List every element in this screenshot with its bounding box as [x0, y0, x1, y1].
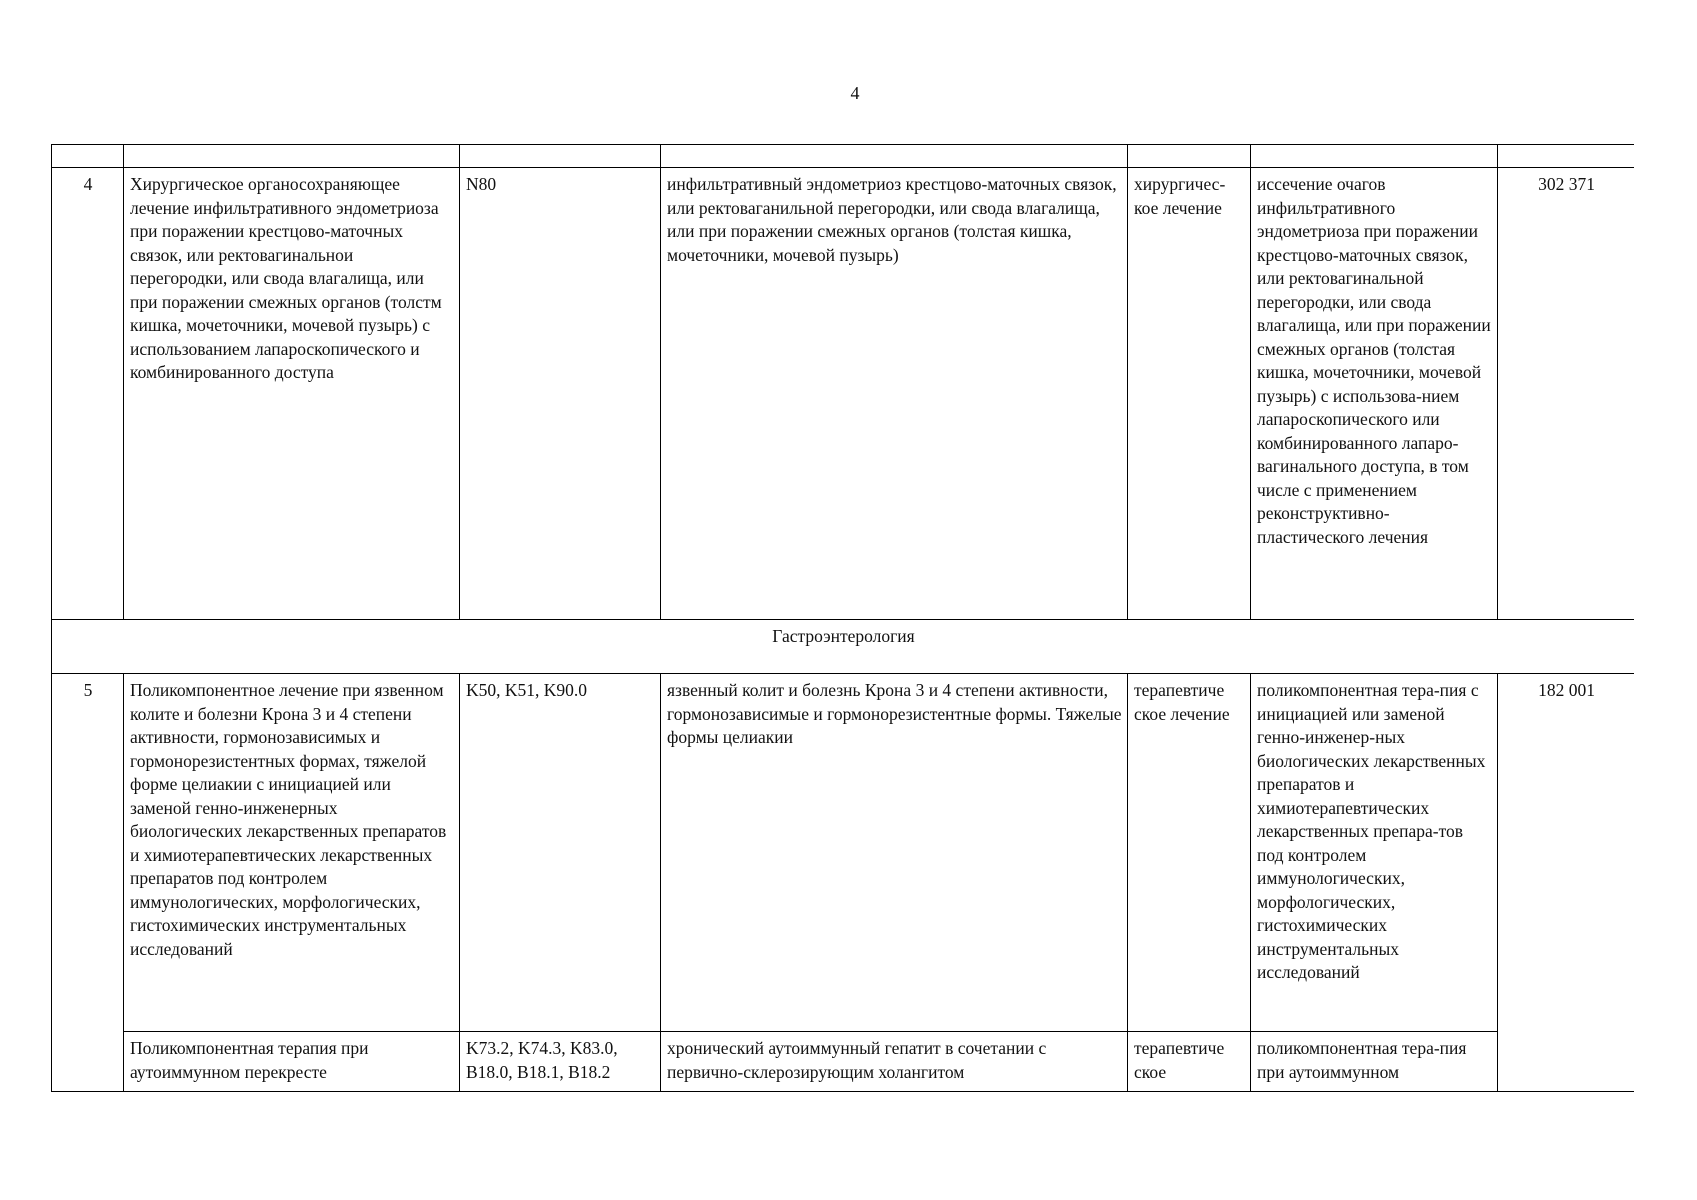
cost-value: 302 371 — [1498, 168, 1635, 620]
treatment-method: иссечение очагов инфильтративного эндометриоза при поражении крестцово-маточных связок, или ректовагинальной перегородки, или свода влагалища, или при поражении смежных органов (толстая кишка, мочеточники, мочевой пузырь) с использова-нием лапароскопического или комбинированного лапаро-вагинального доступа, в том числе с применением реконструктивно-пластического лечения — [1251, 168, 1498, 620]
icd-codes: N80 — [460, 168, 661, 620]
icd-codes: K73.2, K74.3, K83.0, B18.0, B18.1, B18.2 — [460, 1032, 661, 1092]
table-row — [52, 168, 1635, 620]
treatment-method: поликомпонентная тера-пия при аутоиммунном — [1251, 1032, 1498, 1092]
treatment-type: хирургичес-кое лечение — [1128, 168, 1251, 620]
row-number: 5 — [52, 674, 124, 1092]
table-row — [52, 674, 1635, 1032]
treatment-type: терапевтиче ское — [1128, 1032, 1251, 1092]
row-number: 4 — [52, 168, 124, 620]
table-header-row — [52, 145, 1635, 168]
table-row — [52, 1032, 1635, 1092]
procedure-name: Поликомпонентная терапия при аутоиммунном перекресте — [124, 1032, 460, 1092]
procedure-name: Хирургическое органосохраняющее лечение инфильтративного эндометриоза при поражении крестцово-маточных связок, или ректовагинальнои перегородки, или свода влагалища, или при поражении смежных органов (толстм кишка, мочеточники, мочевой пузырь) с использованием лапароскопического и комбинированного доступа — [124, 168, 460, 620]
treatment-method: поликомпонентная тера-пия с инициацией или заменой генно-инженер-ных биологических лекарственных препаратов и химиотерапевтических лекарственных препара-тов под контролем иммунологических, морфологических, гистохимических инструментальных исследований — [1251, 674, 1498, 1032]
icd-codes: K50, K51, K90.0 — [460, 674, 661, 1032]
section-row — [52, 620, 1635, 674]
procedure-name: Поликомпонентное лечение при язвенном колите и болезни Крона 3 и 4 степени активности, гормонозависимых и гормонорезистентных формах, тяжелой форме целиакии с инициацией или заменой генно-инженерных биологических лекарственных препаратов и химиотерапевтических лекарственных препаратов под контролем иммунологических, морфологических, гистохимических инструментальных исследований — [124, 674, 460, 1032]
procedure-table — [51, 144, 1634, 1093]
patient-model: инфильтративный эндометриоз крестцово-маточных связок, или ректоваганильной перегородки, или свода влагалища, или при поражении смежных органов (толстая кишка, мочеточники, мочевой пузырь) — [661, 168, 1128, 620]
section-title: Гастроэнтерология — [52, 620, 1635, 674]
cost-value: 182 001 — [1498, 674, 1635, 1092]
patient-model: хронический аутоиммунный гепатит в сочетании с первично-склерозирующим холангитом — [661, 1032, 1128, 1092]
treatment-type: терапевтиче ское лечение — [1128, 674, 1251, 1032]
page-number: 4 — [850, 83, 860, 103]
patient-model: язвенный колит и болезнь Крона 3 и 4 степени активности, гормонозависимые и гормонорезистентные формы. Тяжелые формы целиакии — [661, 674, 1128, 1032]
